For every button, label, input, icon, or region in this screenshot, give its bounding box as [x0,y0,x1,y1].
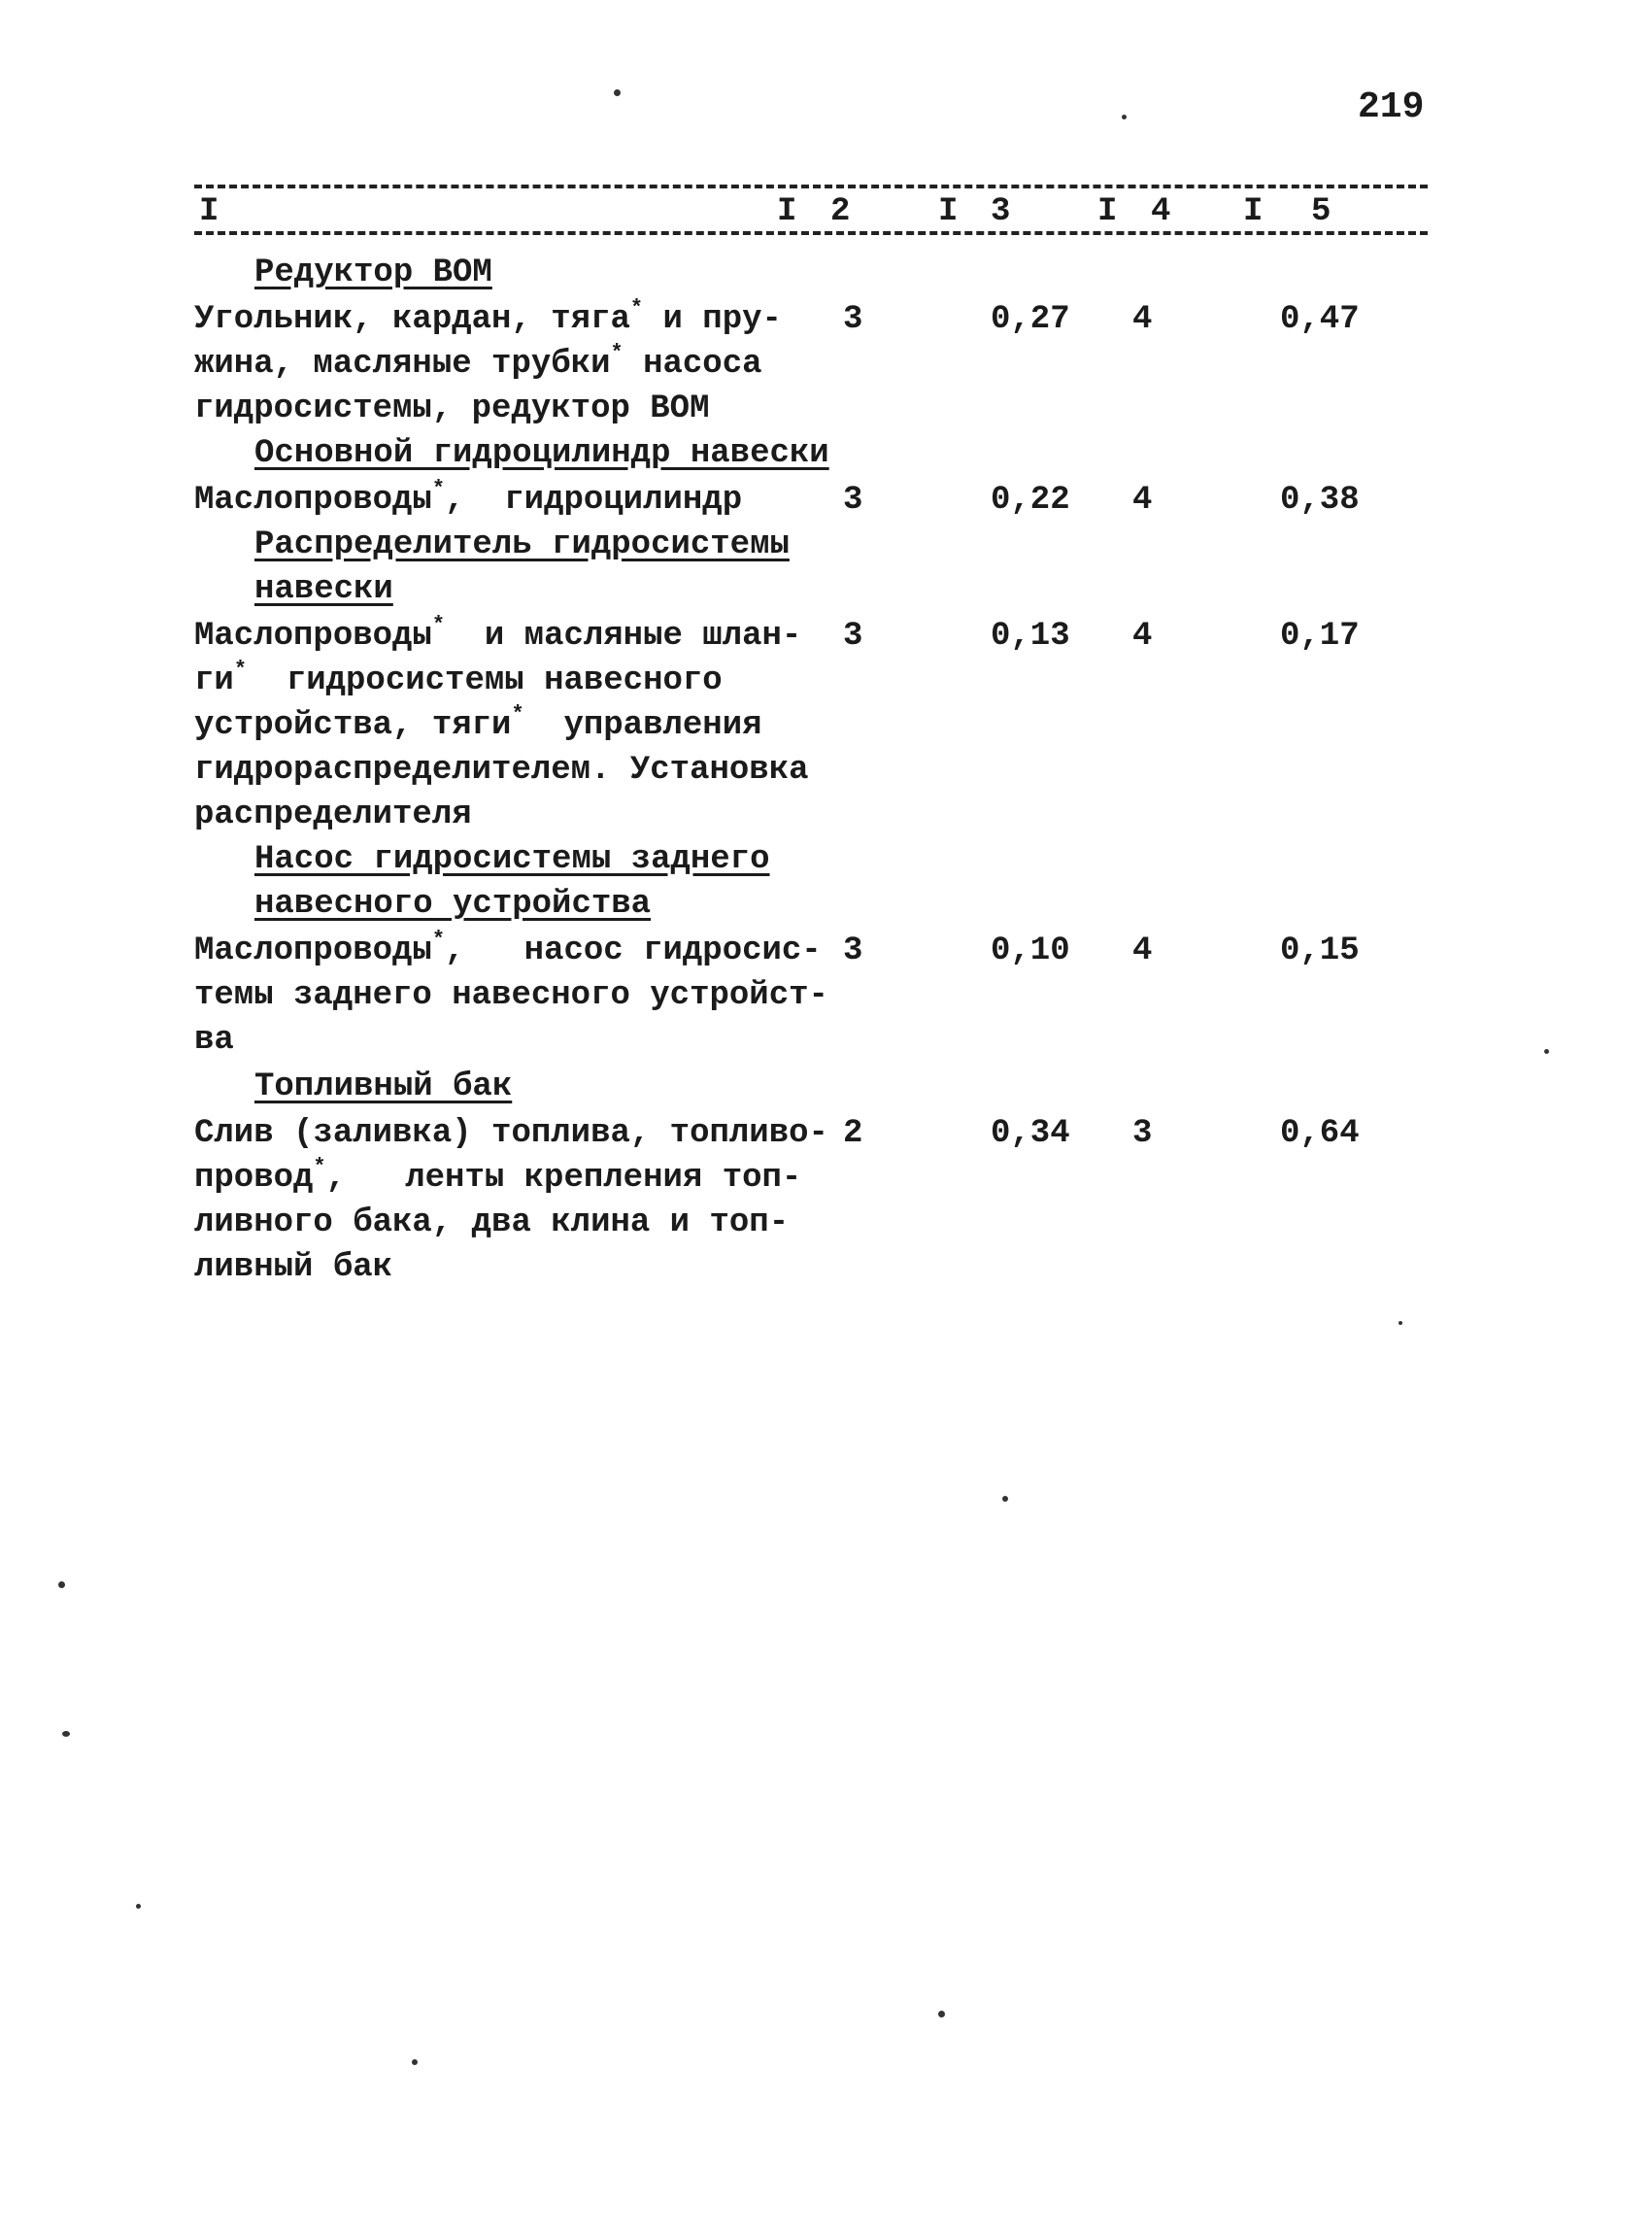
scan-speck [938,2011,945,2017]
row-description-line: Маслопроводы* и масляные шлан- [194,613,802,655]
cell-col-3: 0,13 [991,618,1070,655]
cell-col-3: 0,10 [991,932,1070,969]
header-col-3: 3 [991,193,1011,230]
cell-col-4: 4 [1132,301,1153,338]
header-col-5: 5 [1311,193,1332,230]
section-title: Топливный бак [254,1068,513,1105]
page-number: 219 [1358,86,1425,128]
section-title: Редуктор ВОМ [254,254,492,291]
row-description-line: ливного бака, два клина и топ- [194,1204,790,1241]
cell-col-4: 4 [1132,482,1153,519]
scan-speck [1122,115,1127,119]
section-title: Основной гидроцилиндр навески [254,435,829,472]
scan-speck [58,1581,65,1588]
row-description-line: распределителя [194,797,472,833]
row-description-line: ва [194,1022,234,1059]
row-description-line: ливный бак [194,1249,393,1286]
row-description-line: темы заднего навесного устройст- [194,977,828,1014]
row-description-line: Угольник, кардан, тяга* и пру- [194,296,782,338]
row-description-line: Маслопроводы*, насос гидросис- [194,928,822,969]
scan-speck [136,1904,141,1909]
cell-col-2: 3 [843,932,863,969]
section-title-continued: навесного устройства [254,886,652,923]
cell-col-3: 0,27 [991,301,1070,338]
cell-col-2: 3 [843,301,863,338]
row-description-line: жина, масляные трубки* насоса [194,341,762,383]
scan-speck [1002,1496,1008,1502]
section-title: Насос гидросистемы заднего [254,841,770,878]
row-description-line: гидросистемы, редуктор ВОМ [194,390,710,427]
section-title-continued: навески [254,571,393,608]
cell-col-3: 0,34 [991,1115,1070,1152]
cell-col-5: 0,15 [1280,932,1360,969]
cell-col-2: 3 [843,618,863,655]
row-description-line: Маслопроводы*, гидроцилиндр [194,477,743,519]
header-separator: I [938,193,959,230]
cell-col-4: 4 [1132,932,1153,969]
scan-speck [412,2059,418,2065]
header-col-2: 2 [830,193,851,230]
cell-col-2: 3 [843,482,863,519]
row-description-line: гидрораспределителем. Установка [194,752,809,789]
scan-speck [614,89,621,96]
header-dashed-rule-top [194,185,1428,188]
cell-col-4: 3 [1132,1115,1153,1152]
scan-speck [1399,1321,1402,1325]
cell-col-4: 4 [1132,618,1153,655]
row-description-line: устройства, тяги* управления [194,702,762,744]
header-col-1: I [199,193,219,230]
cell-col-5: 0,17 [1280,618,1360,655]
header-separator: I [1243,193,1264,230]
cell-col-5: 0,47 [1280,301,1360,338]
header-separator: I [777,193,797,230]
header-dashed-rule-bottom [194,231,1428,235]
row-description-line: провод*, ленты крепления топ- [194,1155,802,1197]
header-col-4: 4 [1151,193,1171,230]
section-title: Распределитель гидросистемы [254,526,790,563]
header-separator: I [1097,193,1118,230]
cell-col-5: 0,64 [1280,1115,1360,1152]
row-description-line: ги* гидросистемы навесного [194,658,723,699]
cell-col-2: 2 [843,1115,863,1152]
cell-col-3: 0,22 [991,482,1070,519]
scan-speck [1544,1049,1549,1054]
row-description-line: Слив (заливка) топлива, топливо- [194,1115,828,1152]
cell-col-5: 0,38 [1280,482,1360,519]
scan-speck [62,1731,70,1737]
